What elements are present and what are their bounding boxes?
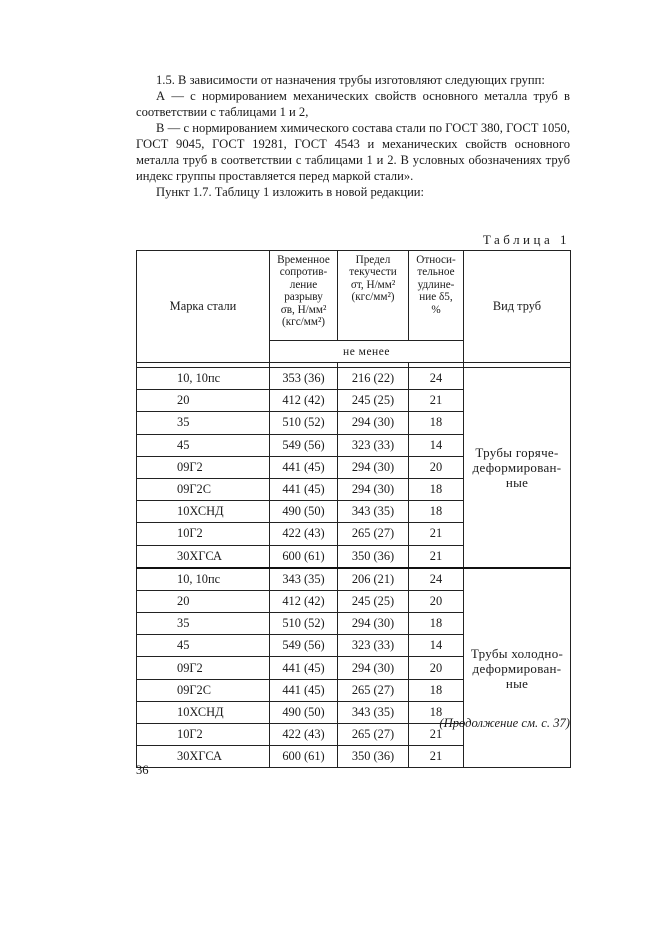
cell-grade: 10Г2 xyxy=(137,724,270,746)
table-caption: Таблица 1 xyxy=(482,232,570,247)
header-yield-line: (кгс/мм²) xyxy=(351,291,395,304)
cell-grade: 35 xyxy=(137,613,270,635)
header-elongation-line: удлине- xyxy=(417,278,455,291)
kind-line: деформирован- xyxy=(472,660,562,676)
cell-tensile: 600 (61) xyxy=(270,746,338,768)
cell-grade: 35 xyxy=(137,412,270,434)
cell-tensile: 353 (36) xyxy=(270,368,338,390)
cell-elongation: 18 xyxy=(409,701,464,723)
header-tensile-line: σв, Н/мм² xyxy=(280,303,327,316)
header-tensile-line: разрыву xyxy=(284,291,323,304)
cell-elongation: 21 xyxy=(409,724,464,746)
cell-grade: 45 xyxy=(137,434,270,456)
cell-tensile: 441 (45) xyxy=(270,456,338,478)
header-tensile-line: (кгс/мм²) xyxy=(281,316,326,329)
header-yield-line: текучести xyxy=(349,266,397,279)
header-elongation-line: ние δ5, xyxy=(419,291,453,304)
kind-line: ные xyxy=(505,474,529,490)
header-yield xyxy=(338,251,409,341)
cell-elongation: 18 xyxy=(409,501,464,523)
cell-yield: 294 (30) xyxy=(338,613,409,635)
cell-yield: 343 (35) xyxy=(338,501,409,523)
table-header-row xyxy=(137,251,571,341)
cell-grade: 45 xyxy=(137,635,270,657)
cell-elongation: 21 xyxy=(409,390,464,412)
cell-tensile: 422 (43) xyxy=(270,523,338,545)
cell-grade: 10, 10пс xyxy=(137,568,270,591)
cell-yield: 294 (30) xyxy=(338,456,409,478)
header-tensile-line: сопротив- xyxy=(279,266,328,279)
cell-grade: 30ХГСА xyxy=(137,746,270,768)
header-elongation-line: Относи- xyxy=(416,254,456,266)
cell-elongation: 24 xyxy=(409,568,464,591)
header-yield-line: σт, Н/мм² xyxy=(350,278,396,291)
cell-yield: 265 (27) xyxy=(338,679,409,701)
cell-elongation: 21 xyxy=(409,746,464,768)
group-hot-rows xyxy=(137,368,571,568)
kind-line: Трубы холодно- xyxy=(470,645,564,661)
cell-yield: 206 (21) xyxy=(338,568,409,591)
cell-grade: 30ХГСА xyxy=(137,545,270,568)
cell-tensile: 441 (45) xyxy=(270,679,338,701)
cell-elongation: 14 xyxy=(409,635,464,657)
cell-tensile: 510 (52) xyxy=(270,412,338,434)
cell-tensile: 549 (56) xyxy=(270,434,338,456)
paragraph-1-5: 1.5. В зависимости от назначения трубы изготовляют следующих групп: xyxy=(156,73,545,87)
cell-elongation: 18 xyxy=(409,412,464,434)
cell-tensile: 412 (42) xyxy=(270,590,338,612)
cell-yield: 343 (35) xyxy=(338,701,409,723)
cell-grade: 20 xyxy=(137,590,270,612)
header-kind: Вид труб xyxy=(464,251,571,363)
cell-yield: 323 (33) xyxy=(338,434,409,456)
cell-elongation: 18 xyxy=(409,478,464,500)
header-elongation xyxy=(409,251,464,341)
group-cold-rows xyxy=(137,568,571,768)
cell-tensile: 412 (42) xyxy=(270,390,338,412)
cell-elongation: 18 xyxy=(409,613,464,635)
cell-elongation: 20 xyxy=(409,657,464,679)
cell-grade: 09Г2С xyxy=(137,478,270,500)
header-tensile-line: Временное xyxy=(277,254,330,266)
cell-grade: 09Г2 xyxy=(137,456,270,478)
header-grade: Марка стали xyxy=(137,251,270,363)
cell-yield: 216 (22) xyxy=(338,368,409,390)
header-elongation-line: тельное xyxy=(417,266,455,279)
kind-line: ные xyxy=(505,675,529,691)
table-row xyxy=(137,568,571,591)
cell-grade: 10Г2 xyxy=(137,523,270,545)
cell-tensile: 490 (50) xyxy=(270,501,338,523)
cell-tensile: 343 (35) xyxy=(270,568,338,591)
paragraph-group-b: В — с нормированием химического состава стали по ГОСТ 380, ГОСТ 1050, ГОСТ 9045, ГОСТ 19281, ГОСТ 4543 и механических свойств основного металла труб в соответствии с таблицами 1 и 2. В условных обозначениях труб индекс группы проставляется перед маркой стали». xyxy=(136,121,570,183)
header-tensile-line: ление xyxy=(289,278,318,291)
cell-grade: 20 xyxy=(137,390,270,412)
cell-elongation: 14 xyxy=(409,434,464,456)
cell-yield: 245 (25) xyxy=(338,390,409,412)
kind-line: деформирован- xyxy=(472,459,562,475)
header-elongation-line: % xyxy=(431,303,441,316)
cell-tensile: 441 (45) xyxy=(270,657,338,679)
continuation-note: (Продолжение см. с. 37) xyxy=(439,716,570,730)
cell-elongation: 21 xyxy=(409,523,464,545)
paragraph-1-7: Пункт 1.7. Таблицу 1 изложить в новой редакции: xyxy=(156,185,425,199)
cell-grade: 10ХСНД xyxy=(137,701,270,723)
cell-yield: 323 (33) xyxy=(338,635,409,657)
body-text xyxy=(136,72,570,200)
cell-tensile: 549 (56) xyxy=(270,635,338,657)
kind-line: Трубы горяче- xyxy=(475,444,559,460)
cell-yield: 350 (36) xyxy=(338,746,409,768)
cell-tensile: 510 (52) xyxy=(270,613,338,635)
cell-yield: 350 (36) xyxy=(338,545,409,568)
cell-grade: 10, 10пс xyxy=(137,368,270,390)
cell-kind xyxy=(464,568,571,768)
cell-elongation: 18 xyxy=(409,679,464,701)
cell-tensile: 422 (43) xyxy=(270,724,338,746)
cell-tensile: 490 (50) xyxy=(270,701,338,723)
cell-tensile: 600 (61) xyxy=(270,545,338,568)
cell-tensile: 441 (45) xyxy=(270,478,338,500)
header-tensile xyxy=(270,251,338,341)
cell-yield: 294 (30) xyxy=(338,657,409,679)
cell-grade: 09Г2С xyxy=(137,679,270,701)
cell-yield: 245 (25) xyxy=(338,590,409,612)
steel-properties-table xyxy=(136,250,571,768)
cell-elongation: 21 xyxy=(409,545,464,568)
cell-yield: 294 (30) xyxy=(338,478,409,500)
paragraph-group-a: А — с нормированием механических свойств основного металла труб в соответствии с таблицами 1 и 2, xyxy=(136,89,570,119)
table-row xyxy=(137,368,571,390)
cell-kind xyxy=(464,368,571,568)
cell-yield: 265 (27) xyxy=(338,724,409,746)
cell-elongation: 20 xyxy=(409,590,464,612)
cell-grade: 10ХСНД xyxy=(137,501,270,523)
cell-elongation: 20 xyxy=(409,456,464,478)
page-number: 36 xyxy=(136,763,149,777)
cell-elongation: 24 xyxy=(409,368,464,390)
cell-grade: 09Г2 xyxy=(137,657,270,679)
header-yield-line: Предел xyxy=(355,254,391,266)
header-min: не менее xyxy=(270,341,464,363)
cell-yield: 294 (30) xyxy=(338,412,409,434)
cell-yield: 265 (27) xyxy=(338,523,409,545)
